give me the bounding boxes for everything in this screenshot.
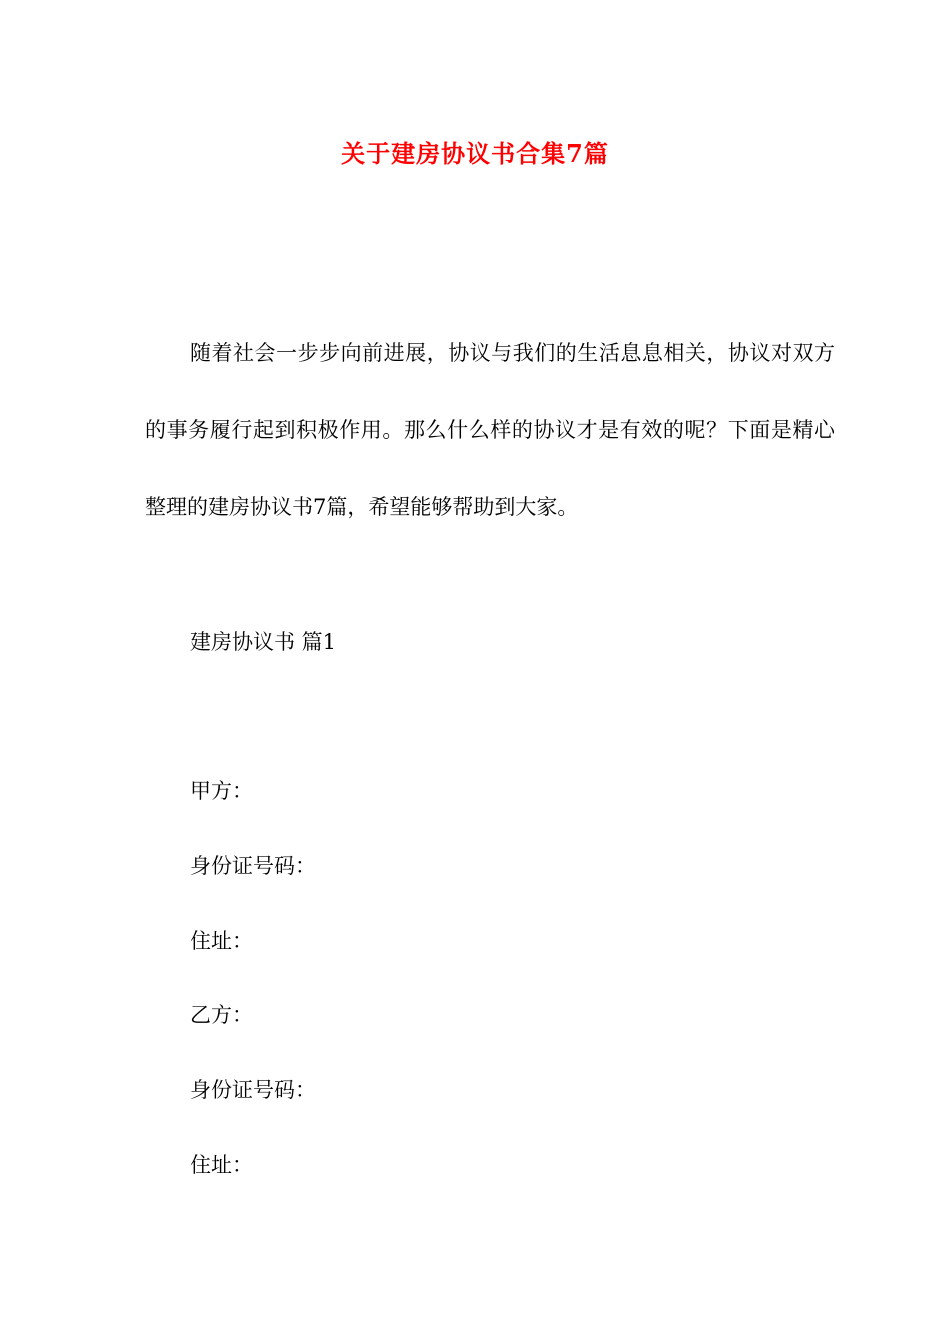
party-b-label: 乙方： (190, 1003, 253, 1027)
intro-line: 随着社会一步步向前进展，协议与我们的生活息息相关，协议 (190, 341, 771, 365)
party-a-id-label: 身份证号码： (190, 854, 316, 878)
intro-line: 下面是精心整理的建房协议书7篇，希望能够帮助到大家。 (145, 418, 836, 519)
intro-paragraph (145, 315, 835, 546)
document-title: 关于建房协议书合集7篇 (341, 139, 609, 168)
section-heading: 建房协议书 篇1 (190, 630, 337, 654)
intro-line: 对双方的事务履行起到积极作用。那么什么样的协议才是有效的呢？ (145, 341, 836, 442)
party-b-id-label: 身份证号码： (190, 1078, 316, 1102)
party-a-address-label: 住址： (190, 929, 253, 953)
party-a-label: 甲方： (190, 779, 253, 803)
party-b-address-label: 住址： (190, 1153, 253, 1177)
